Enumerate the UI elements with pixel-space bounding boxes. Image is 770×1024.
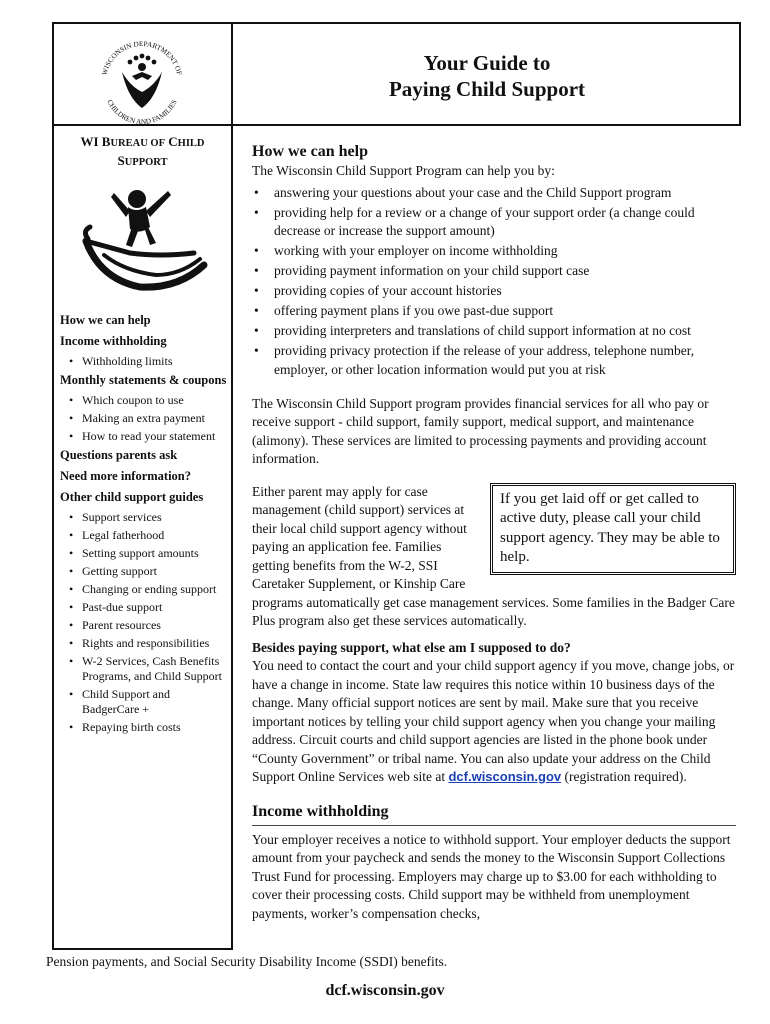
nav-item: • Repaying birth costs <box>60 720 228 735</box>
bureau-part: WI B <box>80 134 111 149</box>
title-line-2: Paying Child Support <box>388 77 586 101</box>
section-heading-income: Income withholding <box>252 801 736 826</box>
dcf-logo-icon <box>92 36 192 124</box>
nav-item: • Support services <box>60 510 228 525</box>
nav-heading: Monthly statements & coupons <box>60 373 227 387</box>
help-list <box>252 184 736 380</box>
nav-item: • Past-due support <box>60 600 228 615</box>
nav-item: • Parent resources <box>60 618 228 633</box>
footer-url: dcf.wisconsin.gov <box>325 982 445 999</box>
header-divider <box>52 124 234 126</box>
list-item: • working with your employer on income withholding <box>252 242 736 261</box>
nav-heading: Need more information? <box>60 469 191 483</box>
callout-box: If you get laid off or get called to active duty, please call your child support agency. They may be able to help. <box>490 483 736 575</box>
list-item: • providing copies of your account histories <box>252 282 736 301</box>
dcf-website-link[interactable]: dcf.wisconsin.gov <box>448 769 562 784</box>
list-item: • answering your questions about your case and the Child Support program <box>252 184 736 203</box>
sidebar-nav <box>60 312 228 738</box>
nav-heading: Income withholding <box>60 334 167 348</box>
bureau-part: UREAU OF <box>110 138 166 149</box>
services-paragraph: The Wisconsin Child Support program provides financial services for all who pay or receive support - child support, family support, medical support, and maintenance (alimony). These services are limited to processing payments and providing account information. <box>252 395 709 466</box>
page-title <box>233 50 741 102</box>
bureau-part: S <box>117 153 125 168</box>
nav-heading: Questions parents ask <box>60 448 178 462</box>
nav-item: • Making an extra payment <box>60 411 228 426</box>
list-item: • providing help for a review or a change of your support order (a change could decrease or increase the support amount) <box>252 204 736 241</box>
list-item: • providing payment information on your child support case <box>252 262 736 281</box>
list-item: • providing privacy protection if the release of your address, telephone number, employer, or other location information would put you at risk <box>252 342 736 379</box>
nav-heading: How we can help <box>60 313 151 327</box>
nav-item: • How to read your statement <box>60 429 228 444</box>
nav-section-withholding <box>60 333 228 369</box>
nav-section-guides <box>60 489 228 735</box>
either-parent-paragraph: Either parent may apply for case management (child support) services at their local child support agency without paying an application fee. Families getting benefits from the W-2, SSI Caretaker Supplement, or Kinship Care programs automatically get case management services. Some families in the Badger Care Plus program also get these services automatically. <box>252 483 735 628</box>
nav-item: • Getting support <box>60 564 228 579</box>
title-line-1: Your Guide to <box>423 51 551 75</box>
nav-item: • Changing or ending support <box>60 582 228 597</box>
besides-paragraph <box>252 657 736 787</box>
nav-item: • Child Support and BadgerCare + <box>60 687 228 717</box>
nav-item: • Rights and responsibilities <box>60 636 228 651</box>
help-intro: The Wisconsin Child Support Program can help you by: <box>252 163 555 178</box>
nav-section-help <box>60 312 228 328</box>
nav-item: • W-2 Services, Cash Benefits Programs, and Child Support <box>60 654 228 684</box>
main-content <box>252 142 736 923</box>
nav-section-statements <box>60 372 228 444</box>
hand-holding-child-icon <box>80 183 208 301</box>
logo-text-bottom: CHILDREN AND FAMILIES <box>105 98 179 124</box>
nav-heading: Other child support guides <box>60 490 204 504</box>
besides-tail: (registration required). <box>561 769 687 784</box>
bureau-part: HILD <box>177 138 205 149</box>
section-heading-help: How we can help <box>252 143 368 160</box>
income-paragraph: Your employer receives a notice to withhold support. Your employer deducts the support amount from your paycheck and sends the money to the Wisconsin Support Collections Trust Fund for processing. Employers may charge up to $3.00 for each withholding to cover their processing costs. Child support may be withheld from unemployment payments, worker’s compensation checks, <box>252 831 731 921</box>
income-continuation: Pension payments, and Social Security Disability Income (SSDI) benefits. <box>46 954 448 969</box>
list-item: • providing interpreters and translations of child support information at no cost <box>252 322 736 341</box>
besides-text: You need to contact the court and your child support agency if you move, change jobs, or have a change in income. State law requires this notice within 10 business days of the change. Many official support notices are sent by mail. Make sure that you receive important notices by telling your child support agency when you change your mailing address. Circuit courts and child support agencies are listed in the phone book under “County Government” or tribal name. You can also update your address on the Child Support Online Services web site at <box>252 658 735 784</box>
bureau-part: UPPORT <box>124 157 168 168</box>
bureau-part: C <box>165 134 178 149</box>
besides-question: Besides paying support, what else am I supposed to do? <box>252 639 571 655</box>
bureau-name <box>58 133 227 171</box>
nav-item: • Withholding limits <box>60 354 228 369</box>
logo-text-top: WISCONSIN DEPARTMENT OF <box>100 39 184 77</box>
nav-item: • Legal fatherhood <box>60 528 228 543</box>
nav-item: • Which coupon to use <box>60 393 228 408</box>
nav-item: • Setting support amounts <box>60 546 228 561</box>
list-item: • offering payment plans if you owe past-due support <box>252 302 736 321</box>
